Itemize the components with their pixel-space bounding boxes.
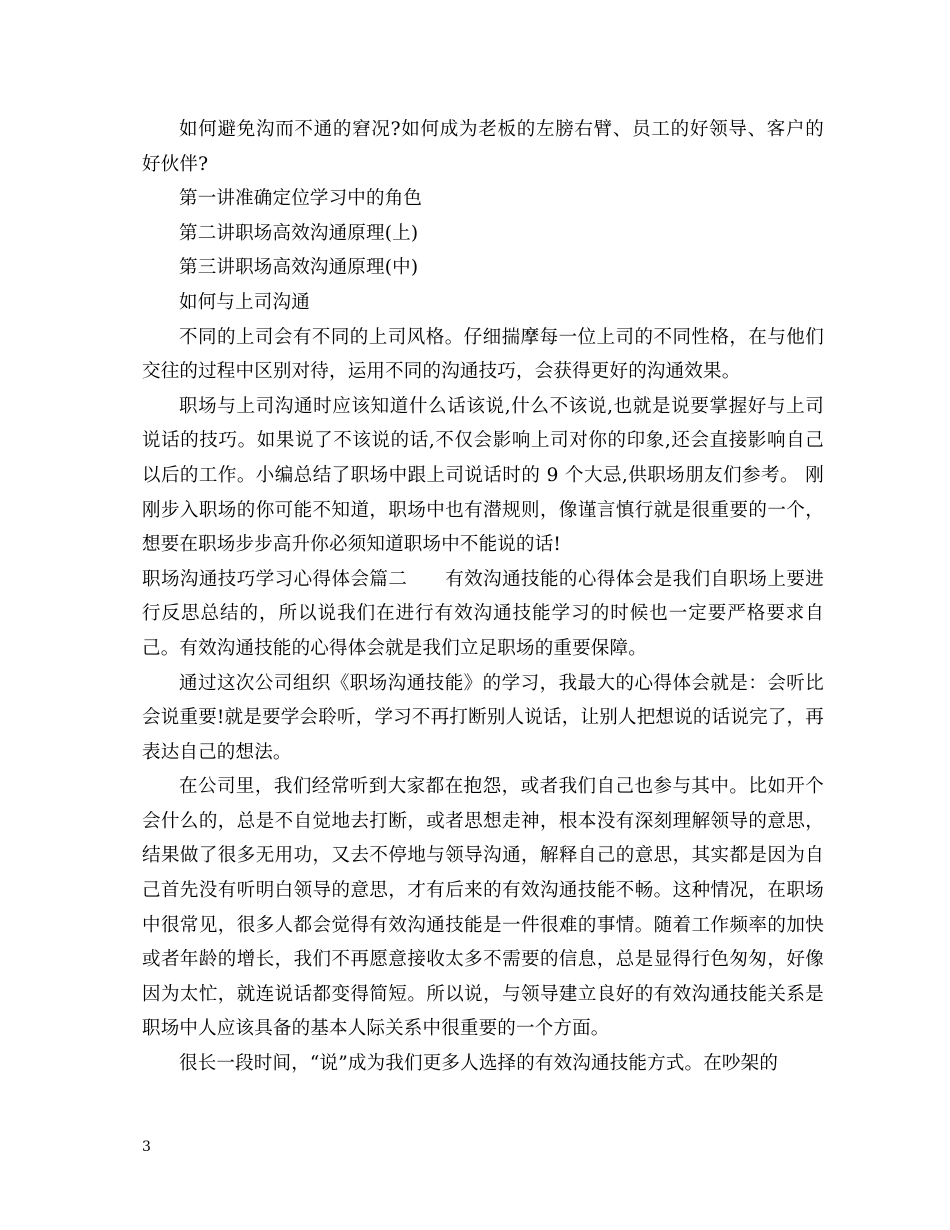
paragraph-2: 第一讲准确定位学习中的角色 — [179, 188, 423, 210]
page-number: 3 — [142, 1139, 151, 1155]
paragraph-4: 第三讲职场高效沟通原理(中) — [179, 257, 419, 279]
paragraph-5: 如何与上司沟通 — [179, 291, 310, 313]
paragraph-3: 第二讲职场高效沟通原理(上) — [179, 222, 419, 244]
paragraph-10: 在公司里，我们经常听到大家都在抱怨，或者我们自己也参与其中。比如开个会什么的，总是不自觉地去打断，或者思想走神，根本没有深刻理解领导的意思，结果做了很多无用功，又去不停地与领导沟通，解释自己的意思，其实都是因为自己首先没有听明白领导的意思，才有后来的有效沟通技能不畅。这种情况，在职场中很常见，很多人都会觉得有效沟通技能是一件很难的事情。随着工作频率的加快或者年龄的增长，我们不再愿意接收太多不需要的信息，总是显得行色匆匆，好像因为太忙，就连说话都变得简短。所以说，与领导建立良好的有效沟通技能关系是职场中人应该具备的基本人际关系中很重要的一个方面。 — [142, 776, 824, 1040]
paragraph-9: 通过这次公司组织《职场沟通技能》的学习，我最大的心得体会就是：会听比会说重要!就是要学会聆听，学习不再打断别人说话，让别人把想说的话说完了，再表达自己的想法。 — [142, 672, 824, 763]
paragraph-6: 不同的上司会有不同的上司风格。仔细揣摩每一位上司的不同性格，在与他们交往的过程中区别对待，运用不同的沟通技巧，会获得更好的沟通效果。 — [142, 326, 824, 383]
document-body — [142, 113, 824, 1082]
paragraph-1: 如何避免沟而不通的窘况?如何成为老板的左膀右臂、员工的好领导、客户的好伙伴? — [142, 119, 824, 175]
paragraph-11: 很长一段时间，“说”成为我们更多人选择的有效沟通技能方式。在吵架的 — [179, 1053, 779, 1075]
paragraph-8-section-heading: 职场沟通技巧学习心得体会篇二 有效沟通技能的心得体会是我们自职场上要进行反思总结的，所以说我们在进行有效沟通技能学习的时候也一定要严格要求自己。有效沟通技能的心得体会就是我们立足职场的重要保障。 — [142, 568, 824, 659]
paragraph-7: 职场与上司沟通时应该知道什么话该说,什么不该说,也就是说要掌握好与上司说话的技巧。如果说了不该说的话,不仅会影响上司对你的印象,还会直接影响自己以后的工作。小编总结了职场中跟上司说话时的 9 个大忌,供职场朋友们参考。 刚刚步入职场的你可能不知道，职场中也有潜规则，像谨言慎行就是很重要的一个，想要在职场步步高升你必须知道职场中不能说的话! — [142, 395, 824, 556]
